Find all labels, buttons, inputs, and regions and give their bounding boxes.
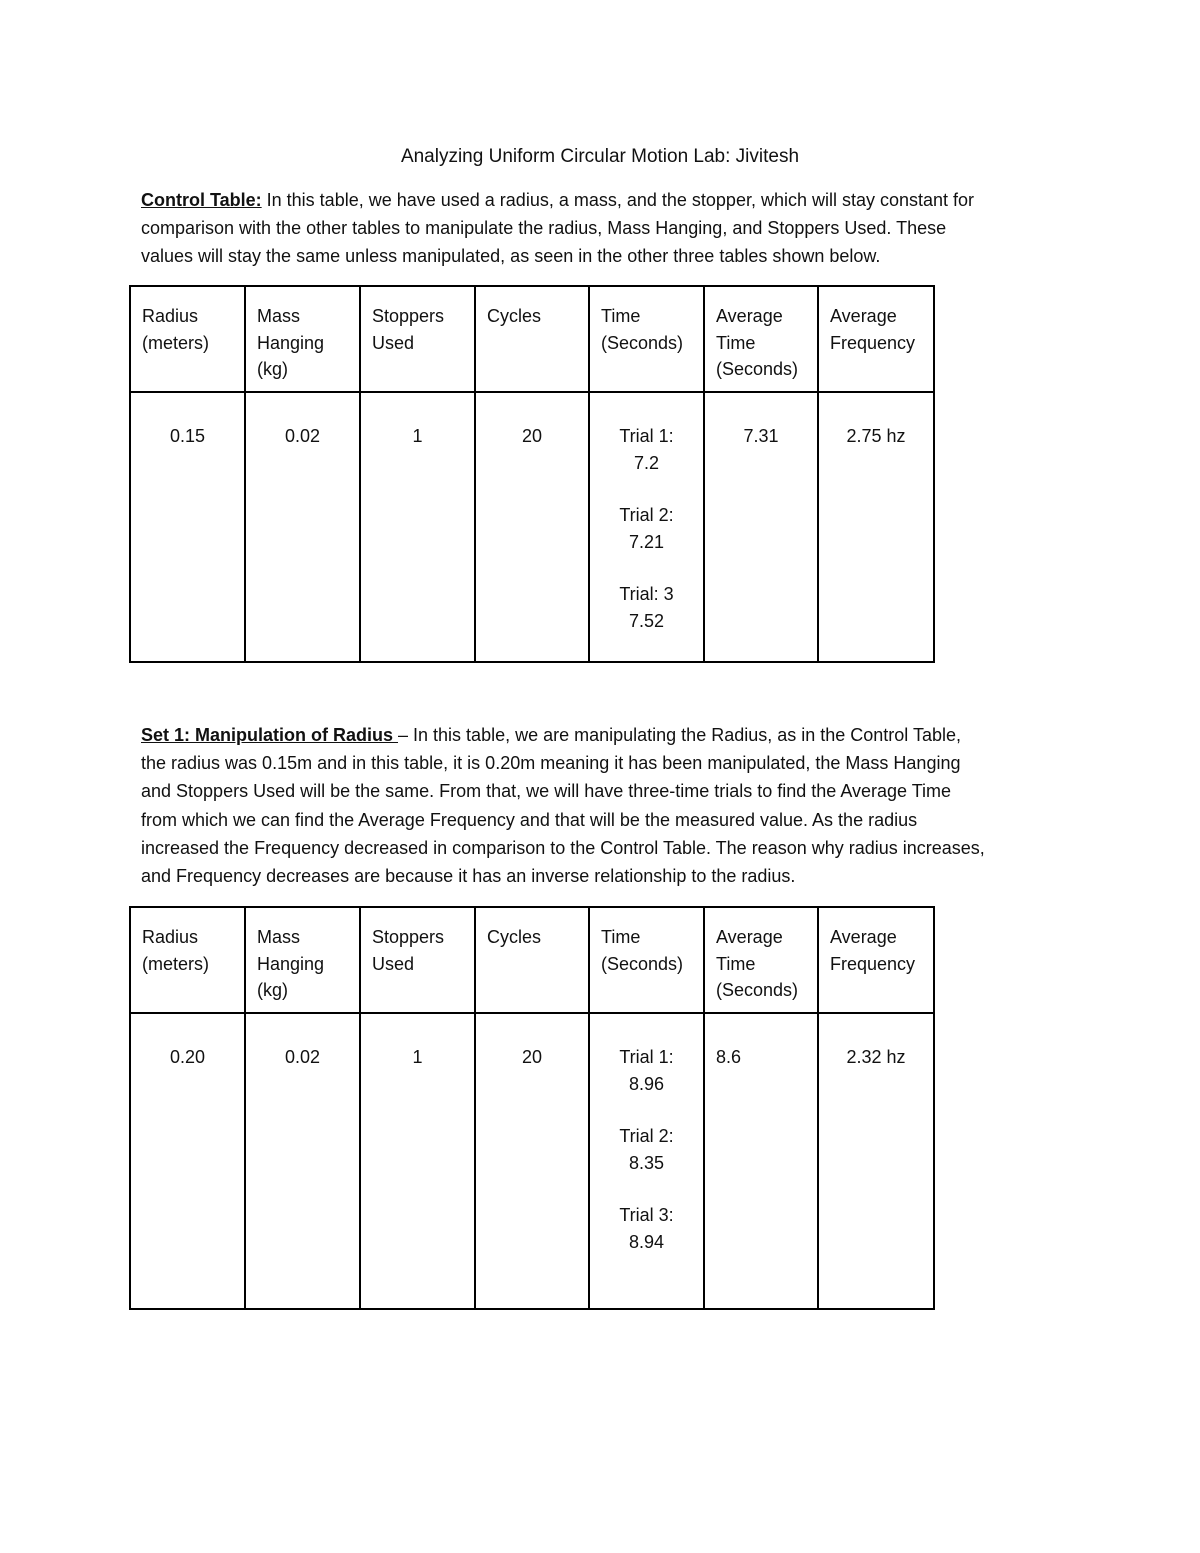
control-line-1: Control Table: In this table, we have used a radius, a mass, and the stopper, which will stay constant for: [141, 190, 975, 210]
header-cell-average-frequency: Average Frequency: [818, 286, 934, 392]
set1-line-4: from which we can find the Average Frequency and that will be the measured value. As the radius: [141, 809, 918, 830]
trial-2-value: 8.35: [628, 1152, 665, 1173]
header-cell-mass: Mass Hanging (kg): [245, 286, 360, 392]
control-heading: Control Table:: [141, 190, 262, 210]
cell-radius: 0.15: [130, 392, 245, 662]
set1-line-1: Set 1: Manipulation of Radius – In this table, we are manipulating the Radius, as in the Control Table,: [141, 725, 962, 745]
table-row: [130, 1013, 934, 1309]
set1-line-6: and Frequency decreases are because it has an inverse relationship to the radius.: [141, 866, 796, 887]
set1-line-3: and Stoppers Used will be the same. From that, we will have three-time trials to find the Average Time: [141, 781, 952, 802]
trial-2-label: Trial 2:: [619, 505, 674, 525]
header-cell-time: Time (Seconds): [589, 907, 704, 1013]
cell-average-time: 7.31: [704, 392, 818, 662]
cell-trials: [589, 392, 704, 662]
cell-stoppers: 1: [360, 392, 475, 662]
trial-3-value: 8.94: [628, 1231, 665, 1252]
header-cell-radius: Radius (meters): [130, 286, 245, 392]
header-cell-time: Time (Seconds): [589, 286, 704, 392]
table-row: [130, 392, 934, 662]
header-cell-average-time: Average Time (Seconds): [704, 907, 818, 1013]
cell-average-frequency: 2.32 hz: [818, 1013, 934, 1309]
trial-3-label: Trial: 3: [619, 584, 674, 604]
set1-line-5: increased the Frequency decreased in comparison to the Control Table. The reason why radius increases,: [141, 837, 985, 858]
table-header-row: [130, 286, 934, 392]
header-cell-cycles: Cycles: [475, 907, 589, 1013]
cell-cycles: 20: [475, 392, 589, 662]
cell-stoppers: 1: [360, 1013, 475, 1309]
header-cell-stoppers: Stoppers Used: [360, 907, 475, 1013]
cell-average-frequency: 2.75 hz: [818, 392, 934, 662]
header-cell-average-frequency: Average Frequency: [818, 907, 934, 1013]
set1-heading: Set 1: Manipulation of Radius: [141, 725, 399, 745]
control-line-2: comparison with the other tables to manipulate the radius, Mass Hanging, and Stoppers Used. These: [141, 218, 947, 239]
header-cell-average-time: Average Time (Seconds): [704, 286, 818, 392]
cell-trials: [589, 1013, 704, 1309]
cell-radius: 0.20: [130, 1013, 245, 1309]
trial-2-label: Trial 2:: [619, 1126, 674, 1146]
document-title: Analyzing Uniform Circular Motion Lab: Jivitesh: [400, 146, 800, 167]
trial-2-value: 7.21: [628, 531, 665, 552]
cell-average-time: 8.6: [704, 1013, 818, 1309]
header-cell-mass: Mass Hanging (kg): [245, 907, 360, 1013]
set1-description: [141, 721, 1076, 890]
trial-3-label: Trial 3:: [619, 1205, 674, 1225]
control-line-3: values will stay the same unless manipulated, as seen in the other three tables shown below.: [141, 246, 881, 267]
control-description: [141, 186, 1076, 271]
table-header-row: [130, 907, 934, 1013]
cell-mass: 0.02: [245, 392, 360, 662]
trial-1-label: Trial 1:: [619, 1047, 674, 1067]
header-cell-radius: Radius (meters): [130, 907, 245, 1013]
trial-1-label: Trial 1:: [619, 426, 674, 446]
header-cell-stoppers: Stoppers Used: [360, 286, 475, 392]
trial-1-value: 8.96: [628, 1073, 665, 1094]
cell-cycles: 20: [475, 1013, 589, 1309]
control-table: [129, 285, 935, 663]
set1-line-2: the radius was 0.15m and in this table, it is 0.20m meaning it has been manipulated, the Mass Hanging: [141, 753, 961, 774]
trial-1-value: 7.2: [633, 452, 660, 473]
trial-3-value: 7.52: [628, 610, 665, 631]
cell-mass: 0.02: [245, 1013, 360, 1309]
set1-table: [129, 906, 935, 1310]
header-cell-cycles: Cycles: [475, 286, 589, 392]
